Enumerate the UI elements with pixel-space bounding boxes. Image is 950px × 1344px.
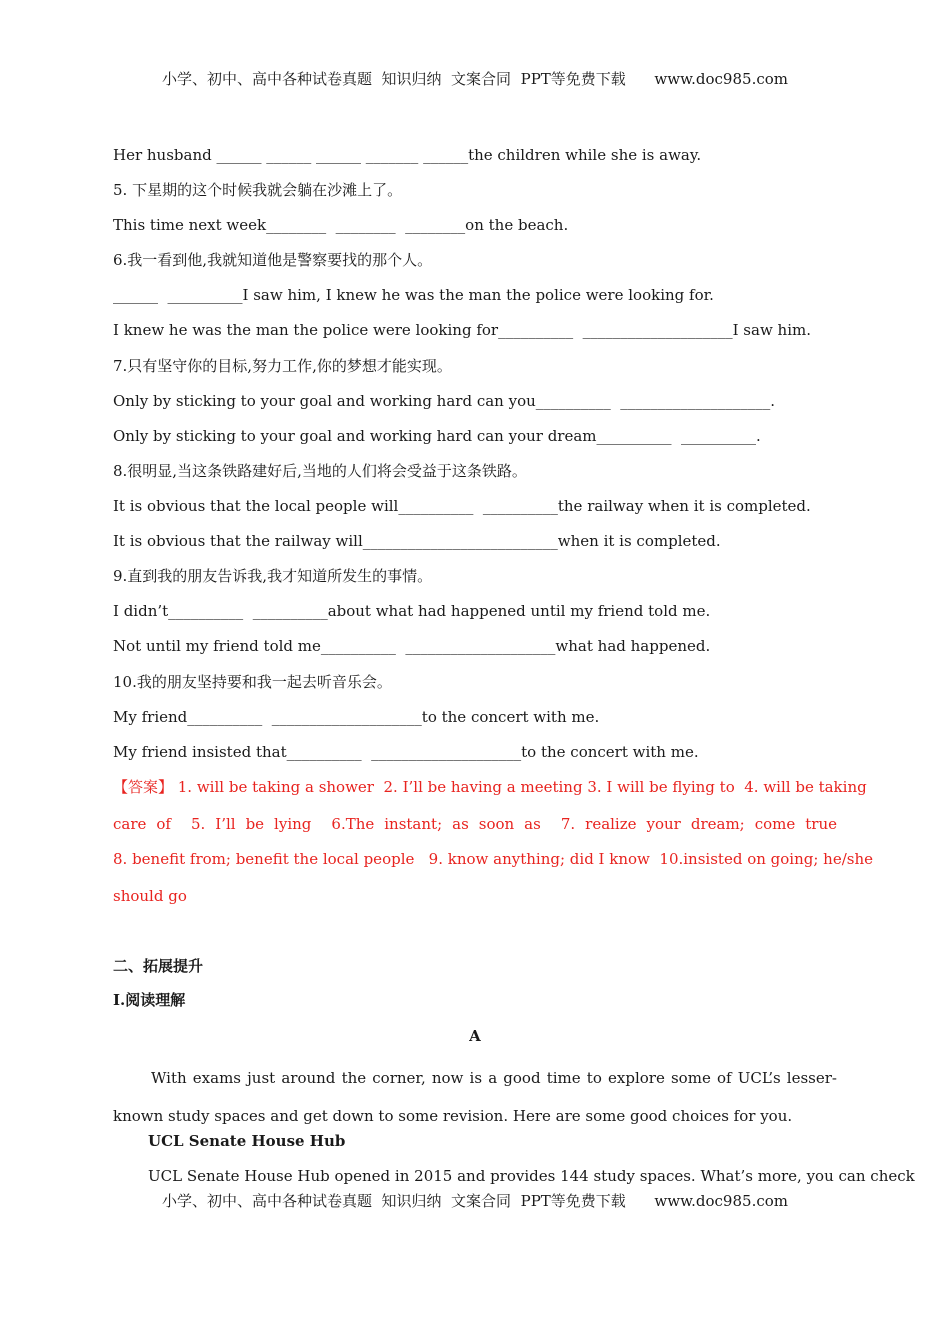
question-10-prompt: 10.我的朋友坚持要和我一起去听音乐会。 (113, 673, 392, 691)
section-title: 二、拓展提升 (113, 957, 204, 975)
answer-line: care of 5. I’ll be lying 6.The instant; as soon as 7. realize your dream; come true (113, 815, 837, 833)
exercise-line: I didn’t__________ __________about what had happened until my friend told me. (113, 602, 711, 620)
passage-intro: With exams just around the corner, now is a good time to explore some of UCL’s lesser-known study spaces and get down to some revision. Here are some good choices for you. (113, 1069, 837, 1125)
question-9-prompt: 9.直到我的朋友告诉我,我才知道所发生的事情。 (113, 567, 433, 585)
hub-title: UCL Senate House Hub (148, 1132, 346, 1150)
hub-text: UCL Senate House Hub opened in 2015 and provides 144 study spaces. What’s more, you can check (148, 1167, 915, 1185)
page-header: 小学、初中、高中各种试卷真题 知识归纳 文案合同 PPT等免费下载 www.doc985.com (161, 70, 788, 88)
question-7-prompt: 7.只有坚守你的目标,努力工作,你的梦想才能实现。 (113, 357, 452, 375)
subsection-title: I.阅读理解 (113, 991, 186, 1009)
exercise-line: This time next week________ ________ ________on the beach. (113, 216, 569, 234)
exercise-line: Only by sticking to your goal and working hard can your dream__________ __________. (113, 427, 761, 445)
answer-line: 8. benefit from; benefit the local people 9. know anything; did I know 10.insisted on going; he/she (113, 850, 873, 868)
question-5-prompt: 5. 下星期的这个时候我就会躺在沙滩上了。 (113, 181, 403, 199)
exercise-line: ______ __________I saw him, I knew he was the man the police were looking for. (113, 286, 714, 304)
exercise-line: Only by sticking to your goal and working hard can you__________ ____________________. (113, 392, 776, 410)
exercise-line: Not until my friend told me__________ ____________________what had happened. (113, 637, 711, 655)
page-footer: 小学、初中、高中各种试卷真题 知识归纳 文案合同 PPT等免费下载 www.doc985.com (161, 1192, 788, 1210)
exercise-line: My friend insisted that__________ ____________________to the concert with me. (113, 743, 699, 761)
exercise-line: Her husband ______ ______ ______ _______ ______the children while she is away. (113, 146, 702, 164)
exercise-line: It is obvious that the local people will__________ __________the railway when it is completed. (113, 497, 811, 515)
answer-line: 【答案】 1. will be taking a shower 2. I’ll be having a meeting 3. I will be flying to 4. will be taking (113, 778, 867, 796)
exercise-line: I knew he was the man the police were looking for__________ ____________________I saw him. (113, 321, 812, 339)
exercise-line: My friend__________ ____________________to the concert with me. (113, 708, 600, 726)
question-6-prompt: 6.我一看到他,我就知道他是警察要找的那个人。 (113, 251, 433, 269)
exercise-line: It is obvious that the railway will__________________________when it is completed. (113, 532, 721, 550)
question-8-prompt: 8.很明显,当这条铁路建好后,当地的人们将会受益于这条铁路。 (113, 462, 527, 480)
answer-line: should go (113, 887, 187, 905)
passage-label: A (469, 1027, 481, 1045)
